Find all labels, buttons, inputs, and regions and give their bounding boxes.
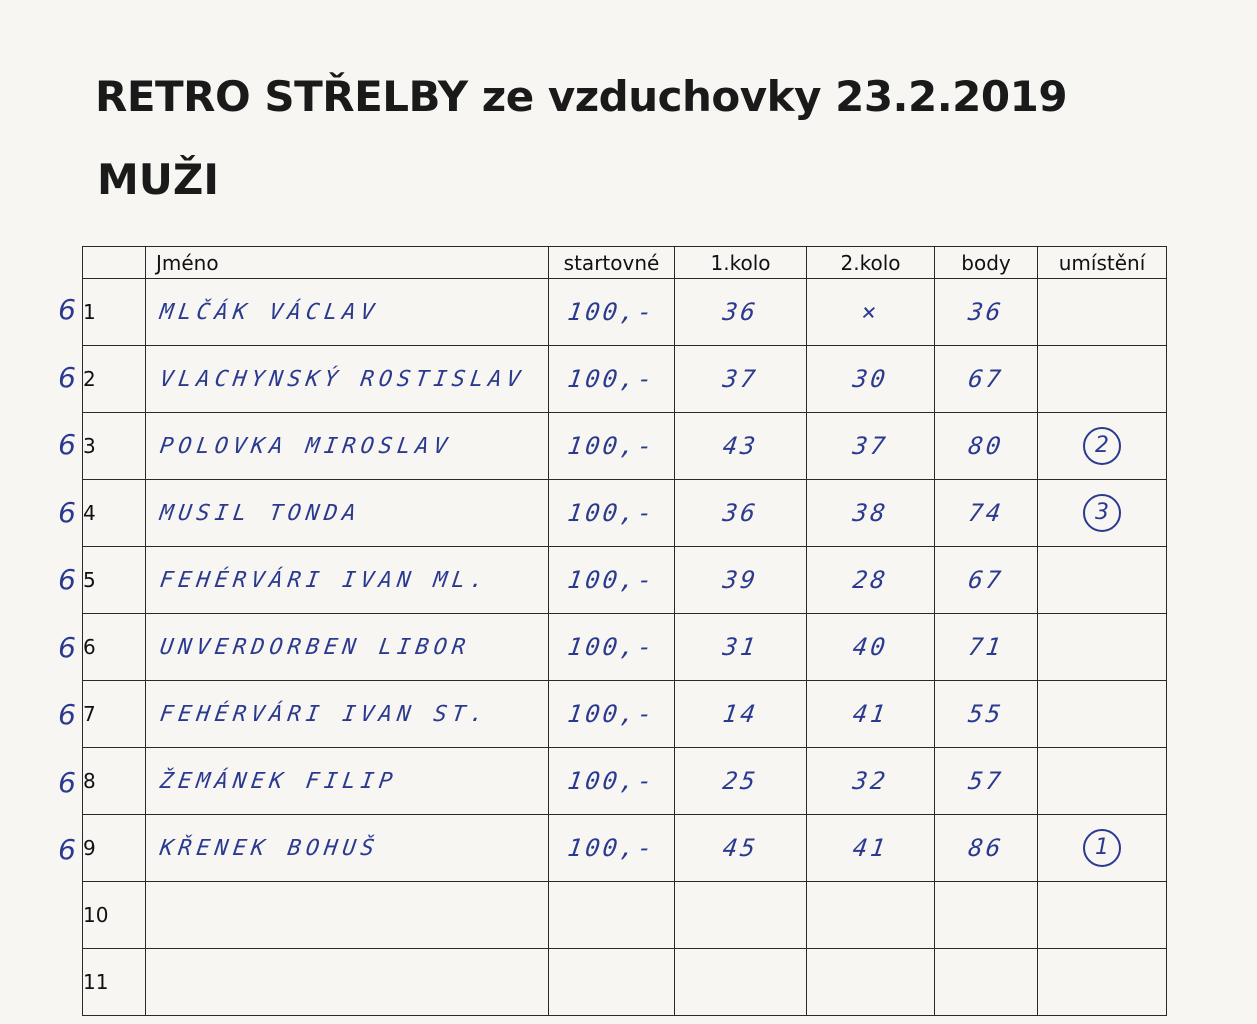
- total-points: 67: [966, 566, 1006, 594]
- margin-tally-mark: 6: [58, 293, 76, 326]
- row-number: 4: [83, 501, 96, 525]
- round-1-score: 14: [721, 700, 760, 728]
- contestant-name-cell: [146, 681, 549, 748]
- round-1-score-cell: [675, 748, 807, 815]
- header-round-1: 1.kolo: [675, 247, 807, 279]
- round-2-score-cell: [807, 547, 935, 614]
- row-number-cell: [83, 279, 146, 346]
- total-points: 80: [966, 432, 1006, 460]
- round-1-score-cell: [675, 681, 807, 748]
- row-number: 5: [83, 568, 96, 592]
- margin-tally-mark: 6: [58, 360, 76, 394]
- placement-cell: [1038, 614, 1167, 681]
- total-points: 55: [966, 700, 1006, 728]
- margin-tally-mark: 6: [58, 563, 76, 596]
- total-points-cell: [935, 949, 1038, 1016]
- table-row: [83, 279, 1167, 346]
- total-points-cell: [935, 547, 1038, 614]
- contestant-name-cell: [146, 614, 549, 681]
- contestant-name: POLOVKA MIROSLAV: [158, 433, 454, 459]
- total-points-cell: [935, 413, 1038, 480]
- total-points: 74: [966, 499, 1006, 527]
- round-1-score: 39: [721, 566, 760, 594]
- round-2-score-cell: [807, 279, 935, 346]
- contestant-name-cell: [146, 279, 549, 346]
- row-number-cell: [83, 949, 146, 1016]
- entry-fee-cell: [549, 279, 675, 346]
- round-1-score: 36: [721, 298, 760, 326]
- round-2-score-cell: [807, 480, 935, 547]
- entry-fee-cell: [549, 882, 675, 949]
- round-2-score: 28: [851, 566, 890, 594]
- margin-tally-mark: 6: [58, 630, 76, 664]
- row-number: 9: [83, 836, 96, 860]
- entry-fee: 100,-: [565, 298, 658, 326]
- category-heading: MUŽI: [97, 155, 219, 204]
- table-row: [83, 346, 1167, 413]
- header-fee: startovné: [549, 247, 675, 279]
- contestant-name-cell: [146, 480, 549, 547]
- round-1-score-cell: [675, 614, 807, 681]
- placement: 2: [1083, 427, 1121, 465]
- round-2-score-cell: [807, 882, 935, 949]
- placement-cell: [1038, 949, 1167, 1016]
- placement-cell: [1038, 480, 1167, 547]
- header-number: [83, 247, 146, 279]
- margin-tally-mark: 6: [58, 765, 76, 799]
- contestant-name: KŘENEK BOHUŠ: [158, 835, 381, 861]
- round-2-score-cell: [807, 413, 935, 480]
- round-1-score-cell: [675, 815, 807, 882]
- total-points: 86: [966, 834, 1006, 862]
- round-2-score: 32: [851, 767, 890, 795]
- row-number-cell: [83, 748, 146, 815]
- contestant-name: UNVERDORBEN LIBOR: [158, 634, 472, 660]
- entry-fee-cell: [549, 815, 675, 882]
- total-points-cell: [935, 614, 1038, 681]
- total-points: 71: [966, 633, 1006, 661]
- contestant-name-cell: [146, 748, 549, 815]
- round-1-score-cell: [675, 346, 807, 413]
- placement-cell: [1038, 748, 1167, 815]
- header-place: umístění: [1038, 247, 1167, 279]
- round-1-score-cell: [675, 480, 807, 547]
- placement-cell: [1038, 815, 1167, 882]
- margin-tally-mark: 6: [58, 698, 76, 731]
- row-number-cell: [83, 413, 146, 480]
- row-number: 1: [83, 300, 96, 324]
- total-points: 67: [966, 365, 1006, 393]
- row-number-cell: [83, 681, 146, 748]
- placement-cell: [1038, 346, 1167, 413]
- row-number-cell: [83, 346, 146, 413]
- page-title: RETRO STŘELBY ze vzduchovky 23.2.2019: [95, 72, 1068, 121]
- row-number: 6: [83, 635, 96, 659]
- entry-fee: 100,-: [565, 566, 658, 594]
- table-row: [83, 882, 1167, 949]
- round-2-score: ×: [859, 298, 882, 326]
- placement-cell: [1038, 882, 1167, 949]
- round-1-score-cell: [675, 882, 807, 949]
- table-row: [83, 815, 1167, 882]
- total-points: 57: [966, 767, 1006, 795]
- round-2-score: 38: [851, 499, 890, 527]
- round-2-score-cell: [807, 681, 935, 748]
- entry-fee: 100,-: [565, 700, 658, 728]
- contestant-name-cell: [146, 815, 549, 882]
- round-1-score: 37: [721, 365, 760, 393]
- margin-tally-mark: 6: [58, 495, 76, 529]
- contestant-name-cell: [146, 547, 549, 614]
- round-2-score-cell: [807, 815, 935, 882]
- contestant-name-cell: [146, 949, 549, 1016]
- row-number: 3: [83, 434, 96, 458]
- row-number-cell: [83, 882, 146, 949]
- round-1-score-cell: [675, 279, 807, 346]
- row-number: 2: [83, 367, 96, 391]
- contestant-name-cell: [146, 346, 549, 413]
- results-table: [82, 246, 1167, 1016]
- round-1-score: 43: [721, 432, 760, 460]
- header-row: [83, 247, 1167, 279]
- total-points-cell: [935, 815, 1038, 882]
- placement-cell: [1038, 547, 1167, 614]
- placement: 3: [1083, 494, 1121, 532]
- round-2-score-cell: [807, 748, 935, 815]
- margin-tally-mark: 6: [58, 428, 76, 461]
- entry-fee: 100,-: [565, 499, 658, 527]
- row-number-cell: [83, 614, 146, 681]
- contestant-name: ŽEMÁNEK FILIP: [158, 768, 399, 794]
- round-1-score-cell: [675, 949, 807, 1016]
- entry-fee: 100,-: [565, 834, 658, 862]
- placement-cell: [1038, 413, 1167, 480]
- row-number-cell: [83, 480, 146, 547]
- total-points-cell: [935, 346, 1038, 413]
- margin-tally-mark: 6: [58, 833, 76, 866]
- contestant-name: MLČÁK VÁCLAV: [158, 299, 381, 325]
- round-1-score: 31: [721, 633, 760, 661]
- placement: 1: [1083, 829, 1121, 867]
- contestant-name: FEHÉRVÁRI IVAN ML.: [158, 567, 491, 593]
- table-row: [83, 413, 1167, 480]
- row-number-cell: [83, 815, 146, 882]
- row-number: 11: [83, 970, 109, 994]
- contestant-name-cell: [146, 413, 549, 480]
- contestant-name: MUSIL TONDA: [158, 500, 363, 526]
- round-2-score-cell: [807, 346, 935, 413]
- round-2-score: 40: [851, 633, 890, 661]
- row-number-cell: [83, 547, 146, 614]
- contestant-name-cell: [146, 882, 549, 949]
- round-1-score: 36: [721, 499, 760, 527]
- placement-cell: [1038, 279, 1167, 346]
- table-row: [83, 748, 1167, 815]
- header-name: Jméno: [146, 247, 549, 279]
- row-number: 8: [83, 769, 96, 793]
- contestant-name: FEHÉRVÁRI IVAN ST.: [158, 701, 491, 727]
- total-points-cell: [935, 748, 1038, 815]
- placement-cell: [1038, 681, 1167, 748]
- round-2-score: 37: [851, 432, 890, 460]
- entry-fee: 100,-: [565, 365, 658, 393]
- entry-fee-cell: [549, 480, 675, 547]
- total-points-cell: [935, 279, 1038, 346]
- entry-fee-cell: [549, 346, 675, 413]
- row-number: 10: [83, 903, 109, 927]
- round-2-score: 41: [851, 834, 890, 862]
- entry-fee-cell: [549, 949, 675, 1016]
- round-2-score-cell: [807, 614, 935, 681]
- round-1-score: 45: [721, 834, 760, 862]
- contestant-name: VLACHYNSKÝ ROSTISLAV: [158, 366, 527, 392]
- total-points-cell: [935, 882, 1038, 949]
- round-1-score-cell: [675, 413, 807, 480]
- round-1-score-cell: [675, 547, 807, 614]
- entry-fee-cell: [549, 681, 675, 748]
- entry-fee: 100,-: [565, 432, 658, 460]
- entry-fee: 100,-: [565, 767, 658, 795]
- entry-fee-cell: [549, 547, 675, 614]
- entry-fee: 100,-: [565, 633, 658, 661]
- header-round-2: 2.kolo: [807, 247, 935, 279]
- table-row: [83, 547, 1167, 614]
- table-row: [83, 614, 1167, 681]
- total-points-cell: [935, 480, 1038, 547]
- entry-fee-cell: [549, 614, 675, 681]
- header-points: body: [935, 247, 1038, 279]
- entry-fee-cell: [549, 413, 675, 480]
- entry-fee-cell: [549, 748, 675, 815]
- total-points: 36: [966, 298, 1006, 326]
- total-points-cell: [935, 681, 1038, 748]
- table-row: [83, 681, 1167, 748]
- table-row: [83, 949, 1167, 1016]
- round-2-score: 41: [851, 700, 890, 728]
- round-2-score: 30: [851, 365, 890, 393]
- round-1-score: 25: [721, 767, 760, 795]
- row-number: 7: [83, 702, 96, 726]
- table-row: [83, 480, 1167, 547]
- round-2-score-cell: [807, 949, 935, 1016]
